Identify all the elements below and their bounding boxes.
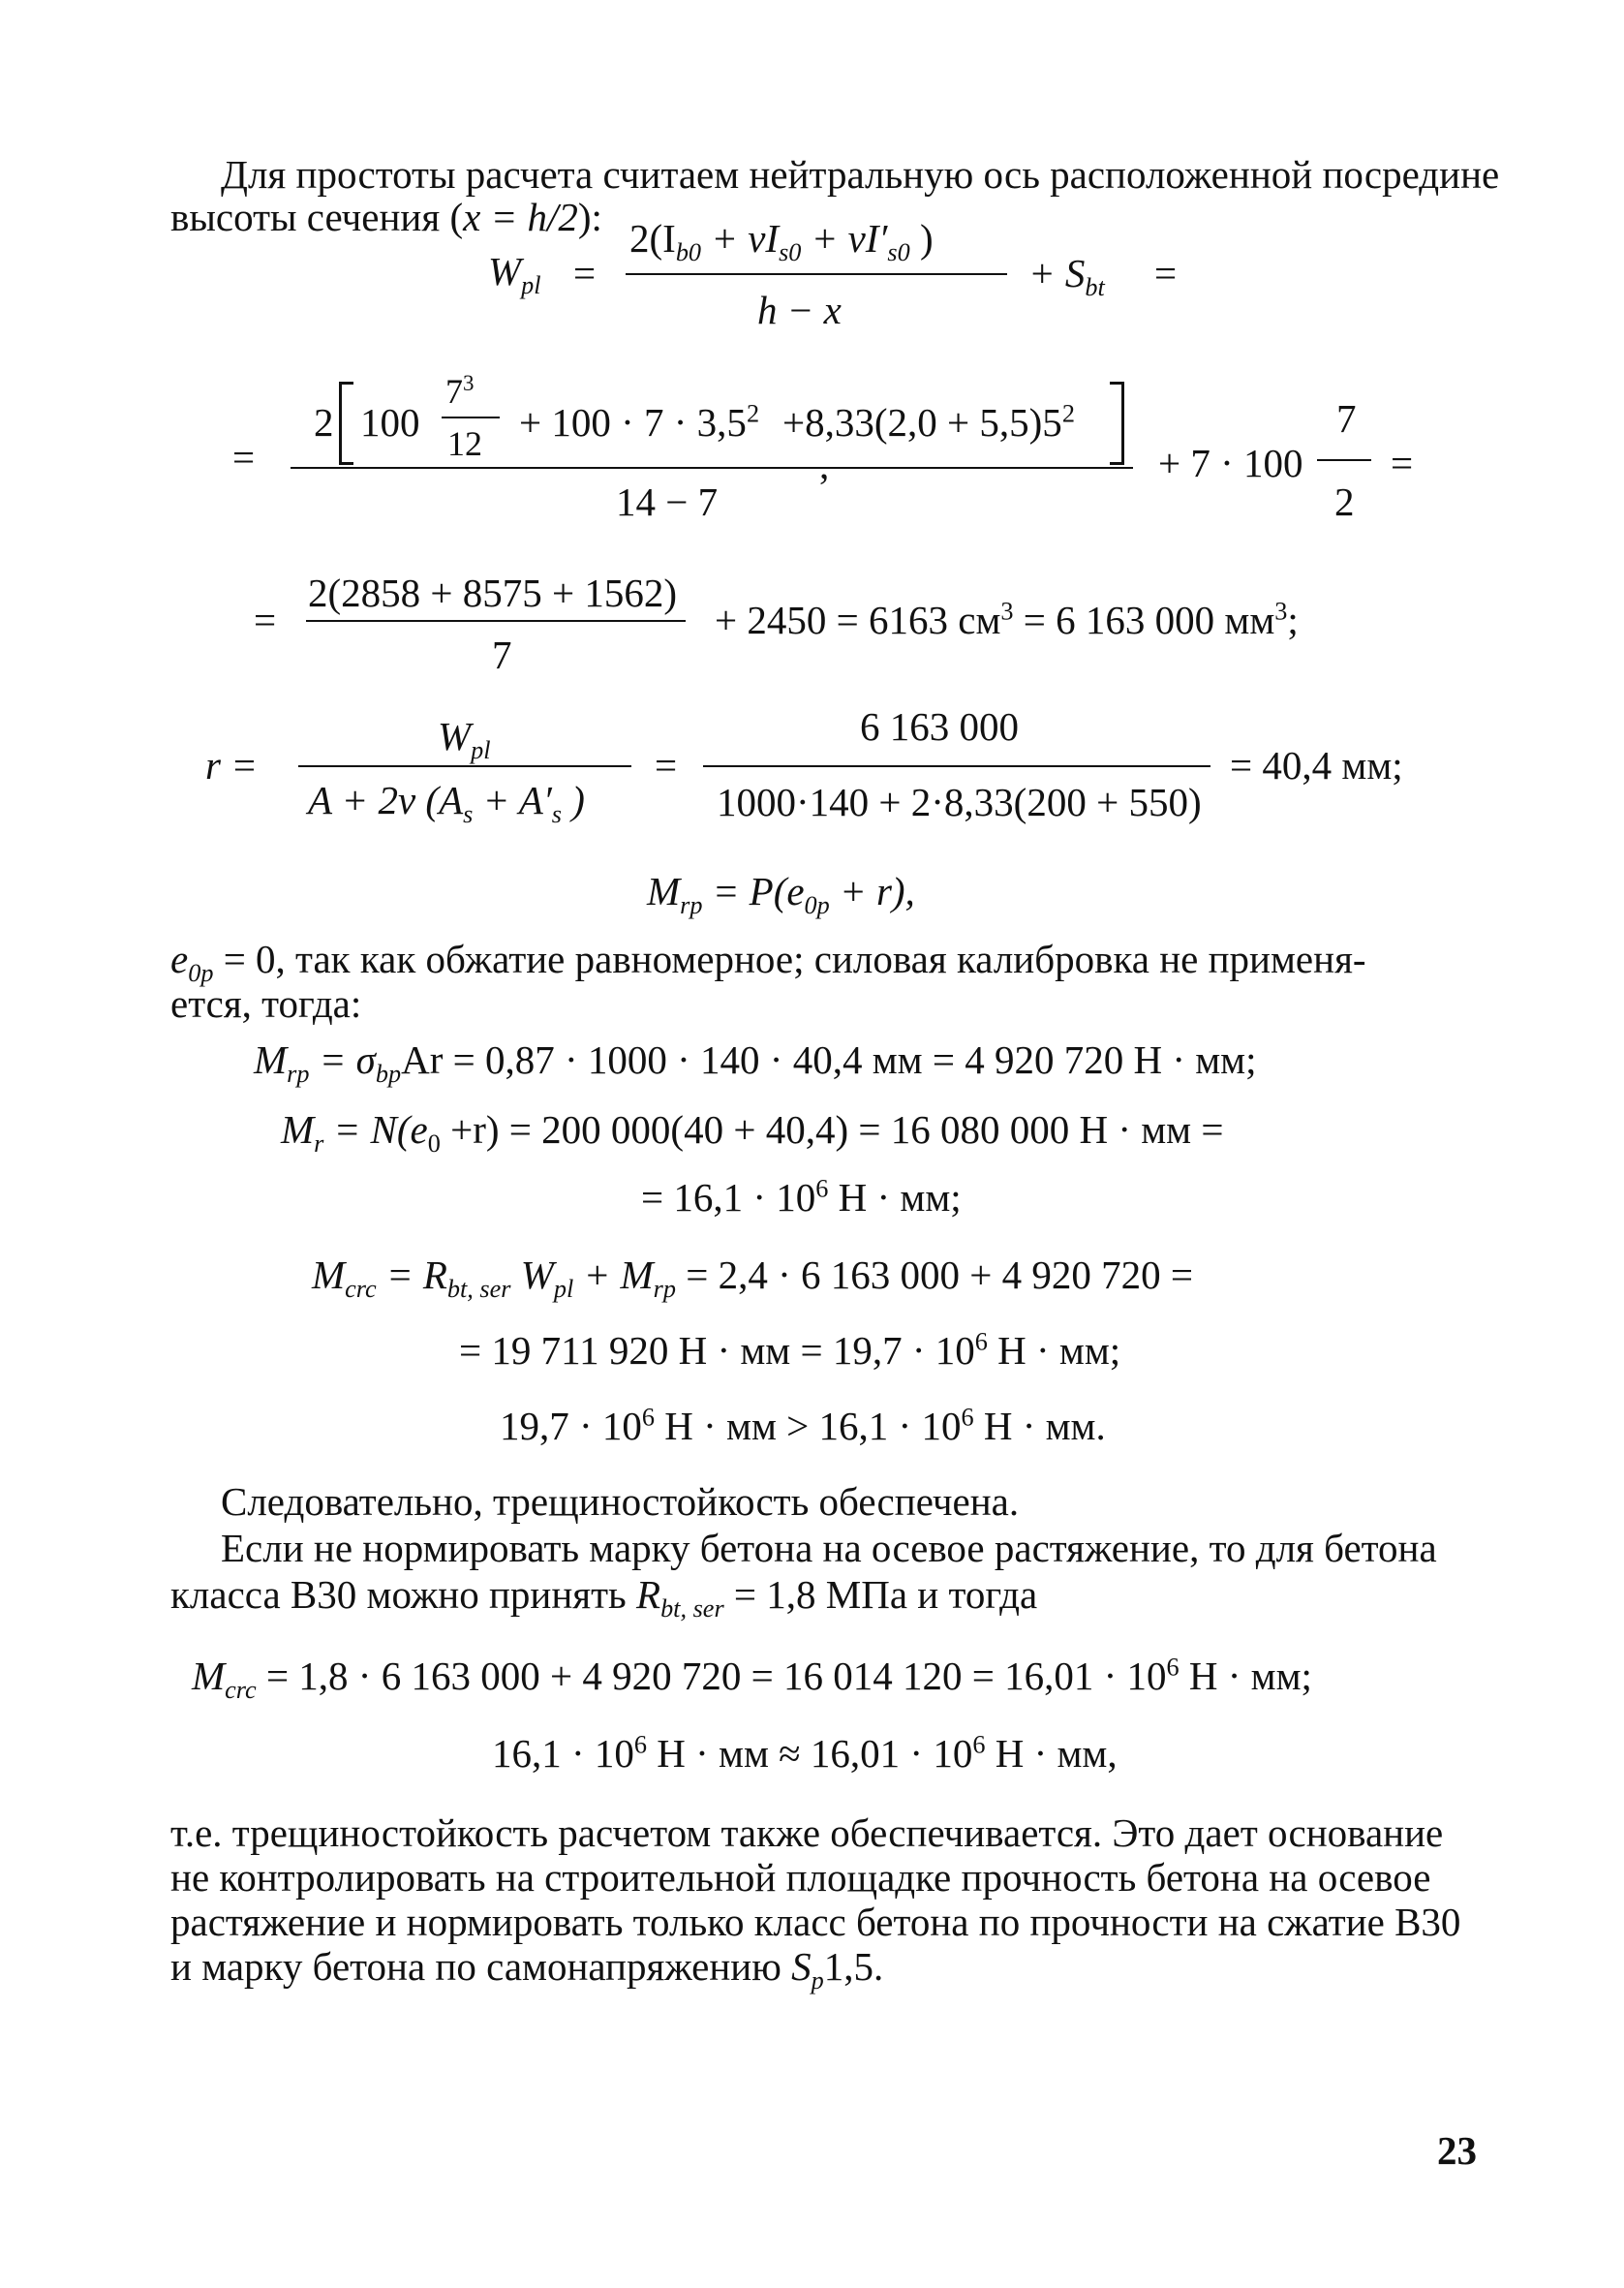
num-comma: , (819, 443, 830, 487)
r-den-value: 1000·140 + 2·8,33(200 + 550) (717, 780, 1202, 824)
num-coef: 2 (314, 400, 334, 445)
res-fraction-bar (306, 620, 686, 622)
num-tail: + 7 · 100 (1158, 441, 1303, 485)
mr-calc-line-2: = $16,1 \cdot 10^6$ Н · мм; (641, 1174, 962, 1220)
num-tail-num: 7 (1336, 396, 1357, 441)
r-num-w: $W_{pl}$ (438, 714, 491, 765)
r-fraction-bar-1 (298, 765, 631, 767)
wpl-eq1: = (573, 251, 597, 295)
page-number: 23 (1437, 2128, 1477, 2173)
mrp-calc: $M_{rp} = \sigma_{bp}Ar = 0,87 \cdot 1000 \cdot 140 \cdot 40,4$ мм = 4 920 720 Н · мм; (254, 1037, 1257, 1089)
res-num: 2(2858 + 8575 + 1562) (308, 571, 678, 615)
num-tail-den: 2 (1334, 479, 1355, 524)
wpl-numerator: $2(I_{b0} + \nu I_{s0} + \nu I'_{s0}$ ) (629, 216, 934, 267)
wpl-plus-sbt: + $S_{bt}$ (1028, 251, 1105, 302)
right-bracket (1110, 382, 1124, 465)
mcrc-calc-line-2: = 19 711 920 Н · мм = $19,7 \cdot 10^6$ Н · мм; (459, 1327, 1121, 1373)
num-frac-num: $7^3$ (445, 370, 475, 411)
r-eq: = (655, 743, 678, 788)
mr-calc: $M_r = N(e_0 +r) = 200$ 000(40 + 40,4) = 16 080 000 Н · мм = (281, 1107, 1224, 1159)
wpl-eq2: = (1154, 251, 1178, 295)
mcrc-calc: $M_{crc} = R_{bt, ser}$ $W_{pl} + M_{rp} = 2,4 \cdot 6$ 163 000 + 4 920 720 = (312, 1252, 1193, 1304)
final-line-1: т.е. трещиностойкость расчетом также обеспечивается. Это дает основание (170, 1810, 1444, 1855)
mcrc-approx: $16,1 \cdot 10^6$ Н · мм ≈ $16,01 \cdot 10^6$ Н · мм, (492, 1730, 1118, 1776)
final-line-3: растяжение и нормировать только класс бетона по прочности на сжатие В30 (170, 1900, 1461, 1944)
num-eq: = (232, 435, 256, 479)
mrp-def: $M_{rp} = P(e_{0p} + r)$, (647, 869, 915, 920)
num-term3: $+8,33(2,0 + 5,5)5^2$ (782, 399, 1075, 445)
big-fraction-bar (291, 467, 1133, 469)
conclusion-line-1: Следовательно, трещиностойкость обеспечена. (221, 1479, 1020, 1524)
e0p-line-2: ется, тогда: (170, 981, 362, 1026)
intro-line-1: Для простоты расчета считаем нейтральную ось расположенной посредине (221, 152, 1500, 197)
r-fraction-bar-2 (703, 765, 1210, 767)
num-eq-end: = (1391, 441, 1414, 485)
num-denominator: 14 − 7 (616, 479, 719, 524)
e0p-line-1: $e_{0p} = 0$, так как обжатие равномерное; силовая калибровка не применя- (170, 937, 1366, 988)
r-result: = 40,4 мм; (1230, 743, 1403, 788)
res-eq: = (254, 598, 277, 642)
final-line-4: и марку бетона по самонапряжению $S_p1,5$. (170, 1944, 884, 1995)
left-bracket (339, 382, 353, 465)
r-denominator: A + 2ν ($A_s + A'_s$ ) (308, 778, 585, 829)
conclusion-line-2: Если не нормировать марку бетона на осевое растяжение, то для бетона (221, 1526, 1437, 1570)
wpl-denominator: h − x (757, 288, 842, 332)
r-lhs: r = (205, 743, 258, 788)
res-rest: + 2450 = 6163 $см^3 = 6$ 163 000 $мм^3$; (715, 597, 1299, 642)
wpl-lhs: $W_{pl}$ (488, 249, 541, 300)
tail-fraction-bar (1317, 459, 1371, 461)
final-line-2: не контролировать на строительной площадке прочность бетона на осевое (170, 1855, 1431, 1900)
num-frac-den: 12 (447, 424, 482, 463)
mcrc-compare: $19,7 \cdot 10^6$ Н · мм > $16,1 \cdot 10^6$ Н · мм. (500, 1403, 1106, 1448)
intro-line-2: высоты сечения (x = h/2): (170, 195, 602, 239)
wpl-fraction-bar (626, 273, 1007, 275)
r-num-value: 6 163 000 (860, 704, 1019, 749)
num-term2: + $100 \cdot 7 \cdot 3,5^2$ (519, 399, 760, 445)
mcrc-alt: $M_{crc} = 1,8 \cdot 6$ 163 000 + 4 920 720 = 16 014 $120 = 16,01 \cdot 10^6$ Н · мм; (192, 1653, 1312, 1705)
small-fraction-bar (442, 417, 500, 418)
num-term1: 100 (360, 400, 420, 445)
conclusion-line-3: класса В30 можно принять $R_{bt, ser} = 1,8$ МПа и тогда (170, 1572, 1038, 1623)
res-den: 7 (492, 633, 512, 677)
